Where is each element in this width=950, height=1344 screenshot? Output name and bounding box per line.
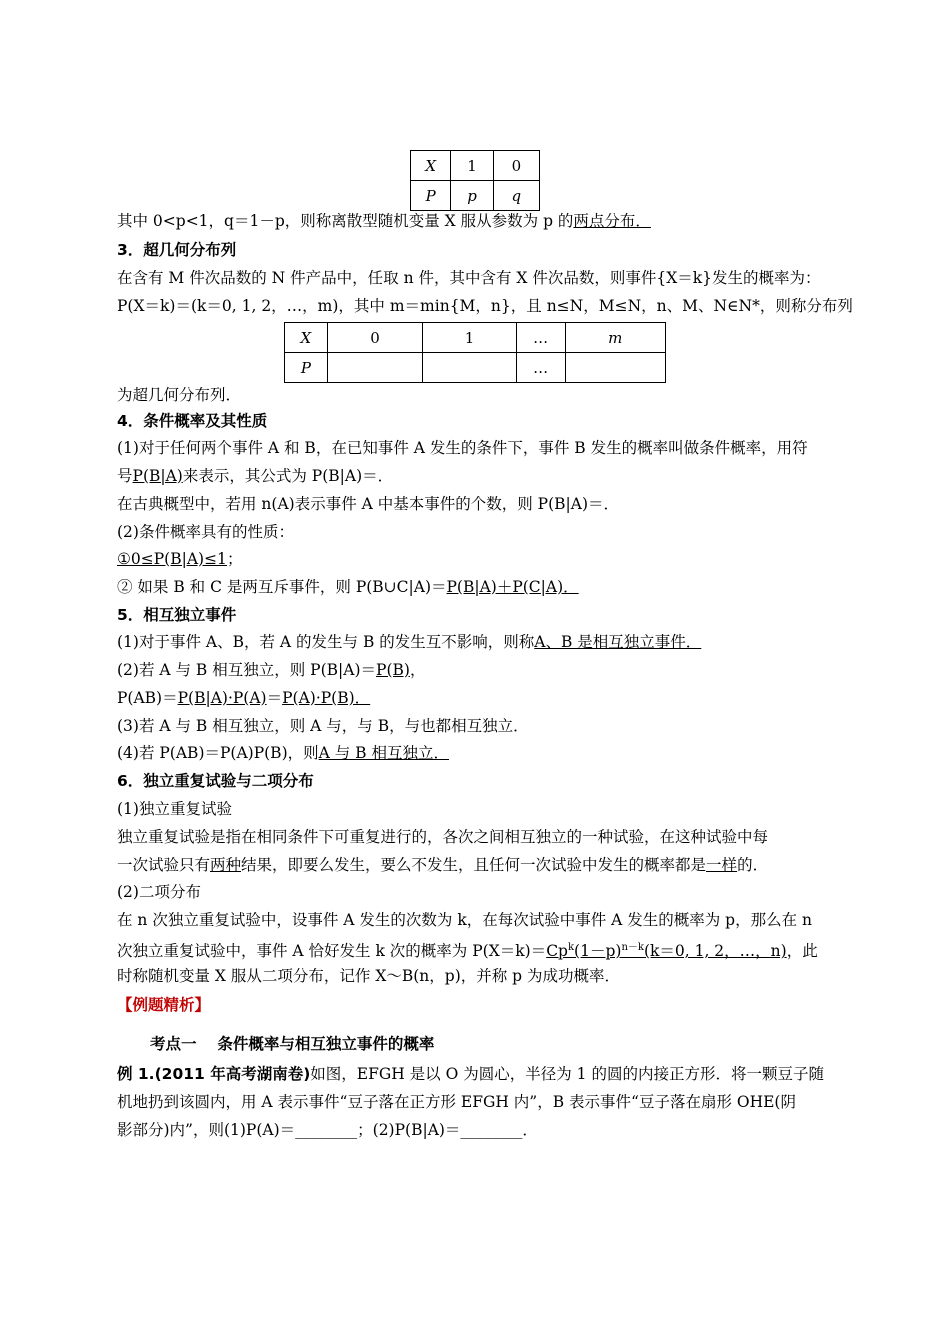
example-label: 例 1.(2011 年高考湖南卷) bbox=[117, 1065, 311, 1083]
table-cell: … bbox=[516, 323, 565, 353]
text: 结果，即要么发生，要么不发生，且任何一次试验中发生的概率都是 bbox=[241, 856, 707, 874]
text: 次独立重复试验中，事件 A 恰好发生 k 次的概率为 P(X＝k)＝ bbox=[117, 942, 547, 961]
paragraph: (1)对于任何两个事件 A 和 B，在已知事件 A 发生的条件下，事件 B 发生的概率叫做条件概率，用符 bbox=[117, 439, 808, 457]
text: 的． bbox=[737, 856, 769, 874]
text: ② 如果 B 和 C 是两互斥事件，则 P(B∪C|A)＝ bbox=[117, 578, 447, 596]
underlined-answer: P(B) bbox=[376, 661, 410, 679]
table-cell bbox=[565, 353, 666, 383]
table-row bbox=[285, 353, 666, 383]
table-cell: X bbox=[411, 151, 451, 181]
underlined-answer: P(A)·P(B)． bbox=[282, 689, 371, 707]
paragraph bbox=[117, 855, 768, 875]
paragraph bbox=[117, 632, 701, 652]
paragraph bbox=[117, 577, 579, 597]
paragraph: 机地扔到该圆内，用 A 表示事件“豆子落在正方形 EFGH 内”，B 表示事件“豆子落在扇形 OHE(阴 bbox=[117, 1093, 796, 1111]
example-1 bbox=[117, 1064, 824, 1084]
section-5-title: 5．相互独立事件 bbox=[117, 606, 237, 624]
table-cell: 0 bbox=[493, 151, 539, 181]
two-point-note bbox=[117, 211, 651, 231]
underlined-answer: A 与 B 相互独立． bbox=[318, 744, 449, 762]
text: (k＝0, 1, 2，…，n) bbox=[643, 942, 787, 961]
text: ， bbox=[409, 661, 426, 679]
underlined-answer: A、B 是相互独立事件． bbox=[534, 633, 702, 651]
text: Cp bbox=[546, 942, 568, 961]
paragraph: (2)条件概率具有的性质： bbox=[117, 523, 294, 541]
paragraph: 在古典概型中，若用 n(A)表示事件 A 中基本事件的个数，则 P(B|A)＝． bbox=[117, 495, 620, 513]
text: (1)对于事件 A、B，若 A 的发生与 B 的发生互不影响，则称 bbox=[117, 633, 535, 651]
paragraph: 为超几何分布列． bbox=[117, 386, 242, 404]
text: P(AB)＝ bbox=[117, 689, 178, 707]
text: ＝ bbox=[266, 689, 283, 707]
table-cell: 0 bbox=[327, 323, 422, 353]
underlined-answer: P(B|A) bbox=[132, 467, 183, 485]
two-point-table bbox=[410, 150, 540, 211]
exponent: n－k bbox=[621, 942, 644, 953]
paragraph bbox=[117, 466, 393, 486]
paragraph: 在 n 次独立重复试验中，设事件 A 发生的次数为 k，在每次试验中事件 A 发生的概率为 p，那么在 n bbox=[117, 911, 813, 929]
table-cell bbox=[423, 353, 516, 383]
section-4-title: 4．条件概率及其性质 bbox=[117, 412, 268, 430]
paragraph: P(X＝k)＝(k＝0, 1, 2，…，m)，其中 m＝min{M，n}，且 n≤N，M≤N，n、M、N∈N*，则称分布列 bbox=[117, 297, 853, 315]
examples-header: 【例题精析】 bbox=[117, 996, 211, 1014]
underlined-answer: 两点分布． bbox=[573, 212, 651, 230]
table-cell bbox=[327, 353, 422, 383]
binomial-formula bbox=[546, 942, 787, 960]
paragraph: (3)若 A 与 B 相互独立，则 A 与，与 B，与也都相互独立． bbox=[117, 717, 529, 735]
underlined-answer: ①0≤P(B|A)≤1 bbox=[117, 550, 227, 568]
topic-title: 考点一 条件概率与相互独立事件的概率 bbox=[150, 1035, 435, 1053]
underlined-answer: P(B|A)＋P(C|A)． bbox=[446, 578, 579, 596]
table-cell: m bbox=[565, 323, 666, 353]
paragraph bbox=[117, 938, 818, 961]
paragraph bbox=[117, 549, 242, 569]
paragraph: (2)二项分布 bbox=[117, 883, 201, 901]
paragraph bbox=[117, 688, 370, 708]
table-cell: … bbox=[516, 353, 565, 383]
paragraph: 在含有 M 件次品数的 N 件产品中，任取 n 件，其中含有 X 件次品数，则事件{X＝k}发生的概率为： bbox=[117, 269, 821, 287]
paragraph: 独立重复试验是指在相同条件下可重复进行的，各次之间相互独立的一种试验，在这种试验中每 bbox=[117, 828, 769, 846]
table-cell: q bbox=[493, 181, 539, 211]
table-row bbox=[411, 151, 540, 181]
table-cell: 1 bbox=[451, 151, 493, 181]
text: (4)若 P(AB)＝P(A)P(B)，则 bbox=[117, 744, 319, 762]
underlined-answer: P(B|A)·P(A) bbox=[177, 689, 267, 707]
table-cell: p bbox=[451, 181, 493, 211]
text: (2)若 A 与 B 相互独立，则 P(B|A)＝ bbox=[117, 661, 377, 679]
section-3-title: 3．超几何分布列 bbox=[117, 241, 237, 259]
text: 其中 0<p<1，q＝1－p，则称离散型随机变量 X 服从参数为 p 的 bbox=[117, 212, 574, 230]
underlined-answer: 两种 bbox=[210, 856, 242, 874]
paragraph bbox=[117, 660, 425, 680]
text: (1－p) bbox=[574, 942, 622, 961]
table-row bbox=[411, 181, 540, 211]
text: 一次试验只有 bbox=[117, 856, 211, 874]
section-6-title: 6．独立重复试验与二项分布 bbox=[117, 772, 314, 790]
table-cell: P bbox=[285, 353, 328, 383]
paragraph: (1)独立重复试验 bbox=[117, 800, 232, 818]
text: ； bbox=[226, 550, 243, 568]
text: 号 bbox=[117, 467, 133, 485]
paragraph: 影部分)内”，则(1)P(A)＝________；(2)P(B|A)＝________． bbox=[117, 1121, 538, 1139]
table-cell: P bbox=[411, 181, 451, 211]
text: ，此 bbox=[786, 942, 818, 961]
hypergeometric-table bbox=[284, 322, 666, 383]
table-row bbox=[285, 323, 666, 353]
paragraph: 时称随机变量 X 服从二项分布，记作 X～B(n，p)，并称 p 为成功概率． bbox=[117, 967, 621, 985]
table-cell: X bbox=[285, 323, 328, 353]
text: 如图，EFGH 是以 O 为圆心，半径为 1 的圆的内接正方形．将一颗豆子随 bbox=[310, 1065, 824, 1083]
exponent: k bbox=[567, 942, 575, 953]
text: 来表示，其公式为 P(B|A)＝． bbox=[182, 467, 394, 485]
underlined-answer: 一样 bbox=[706, 856, 738, 874]
table-cell: 1 bbox=[423, 323, 516, 353]
paragraph bbox=[117, 743, 449, 763]
